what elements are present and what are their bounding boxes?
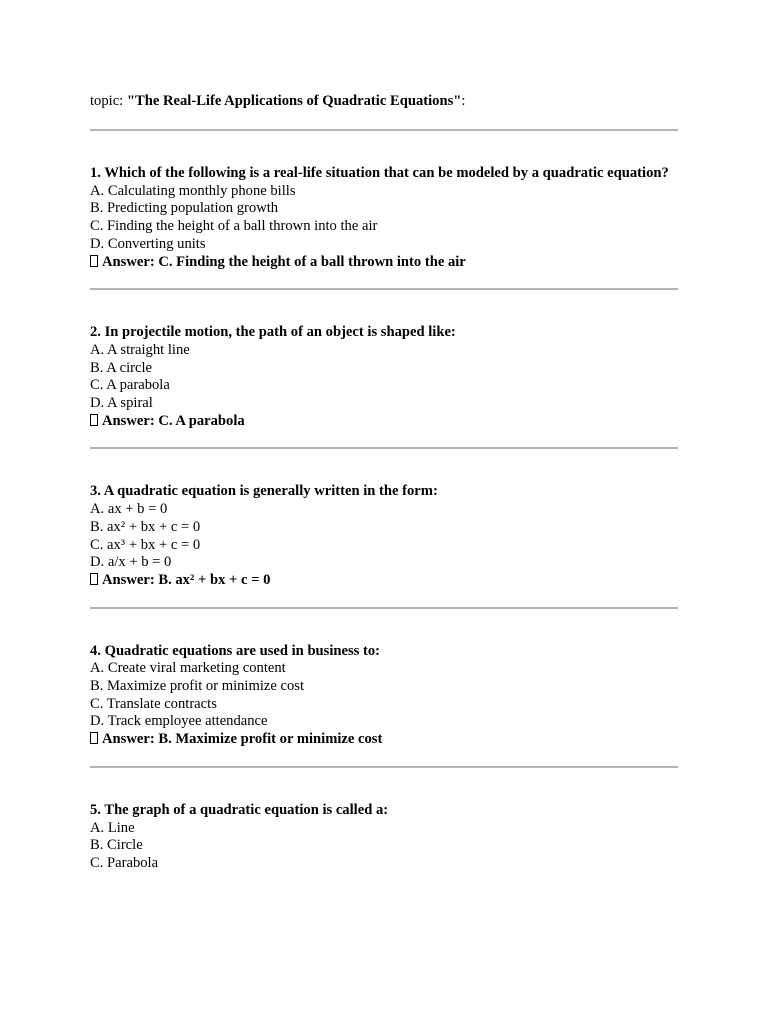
option-c: C. ax³ + bx + c = 0 (90, 536, 201, 553)
topic-label: topic: (90, 93, 127, 109)
option-b: B. ax² + bx + c = 0 (90, 518, 201, 535)
option-d: D. Converting units (90, 235, 206, 252)
question-text: 2. In projectile motion, the path of an object is shaped like: (90, 324, 456, 341)
option-a: A. Calculating monthly phone bills (90, 182, 296, 199)
topic-suffix: : (461, 93, 466, 109)
option-b: B. Maximize profit or minimize cost (90, 678, 304, 695)
question-text: 3. A quadratic equation is generally written in the form: (90, 483, 438, 500)
question-5 (90, 802, 680, 873)
answer-text: Answer: B. ax² + bx + c = 0 (102, 571, 271, 588)
question-text: 1. Which of the following is a real-life situation that can be modeled by a quadratic equation? (90, 165, 669, 181)
question-4 (90, 643, 680, 749)
missing-glyph-box-icon (90, 573, 98, 585)
question-1 (90, 165, 680, 271)
answer-text: Answer: B. Maximize profit or minimize cost (102, 731, 383, 748)
option-d: D. A spiral (90, 395, 153, 412)
answer-line (90, 254, 680, 272)
question-text: 5. The graph of a quadratic equation is called a: (90, 801, 389, 818)
missing-glyph-box-icon (90, 255, 98, 267)
divider (90, 447, 678, 449)
question-text: 4. Quadratic equations are used in business to: (90, 642, 381, 659)
topic-line (90, 93, 680, 113)
option-c: C. Translate contracts (90, 695, 217, 712)
answer-text: Answer: C. Finding the height of a ball thrown into the air (102, 253, 466, 270)
option-b: B. A circle (90, 359, 153, 376)
option-a: A. A straight line (90, 341, 190, 358)
document-page (90, 93, 680, 890)
missing-glyph-box-icon (90, 414, 98, 426)
answer-line (90, 413, 680, 431)
divider (90, 129, 678, 131)
option-d: D. Track employee attendance (90, 713, 268, 730)
divider (90, 607, 678, 609)
question-3 (90, 483, 680, 589)
topic-title: "The Real-Life Applications of Quadratic Equations" (126, 93, 462, 109)
answer-line (90, 572, 680, 590)
option-b: B. Circle (90, 837, 143, 854)
option-c: C. Finding the height of a ball thrown into the air (90, 218, 378, 235)
option-a: A. Create viral marketing content (90, 660, 286, 677)
option-c: C. A parabola (90, 377, 170, 394)
option-c: C. Parabola (90, 854, 159, 871)
answer-line (90, 731, 680, 749)
option-d: D. a/x + b = 0 (90, 554, 172, 571)
divider (90, 288, 678, 290)
answer-text: Answer: C. A parabola (102, 412, 245, 429)
option-a: A. Line (90, 819, 135, 836)
option-a: A. ax + b = 0 (90, 501, 168, 518)
question-2 (90, 324, 680, 430)
option-b: B. Predicting population growth (90, 200, 279, 217)
missing-glyph-box-icon (90, 732, 98, 744)
divider (90, 766, 678, 768)
